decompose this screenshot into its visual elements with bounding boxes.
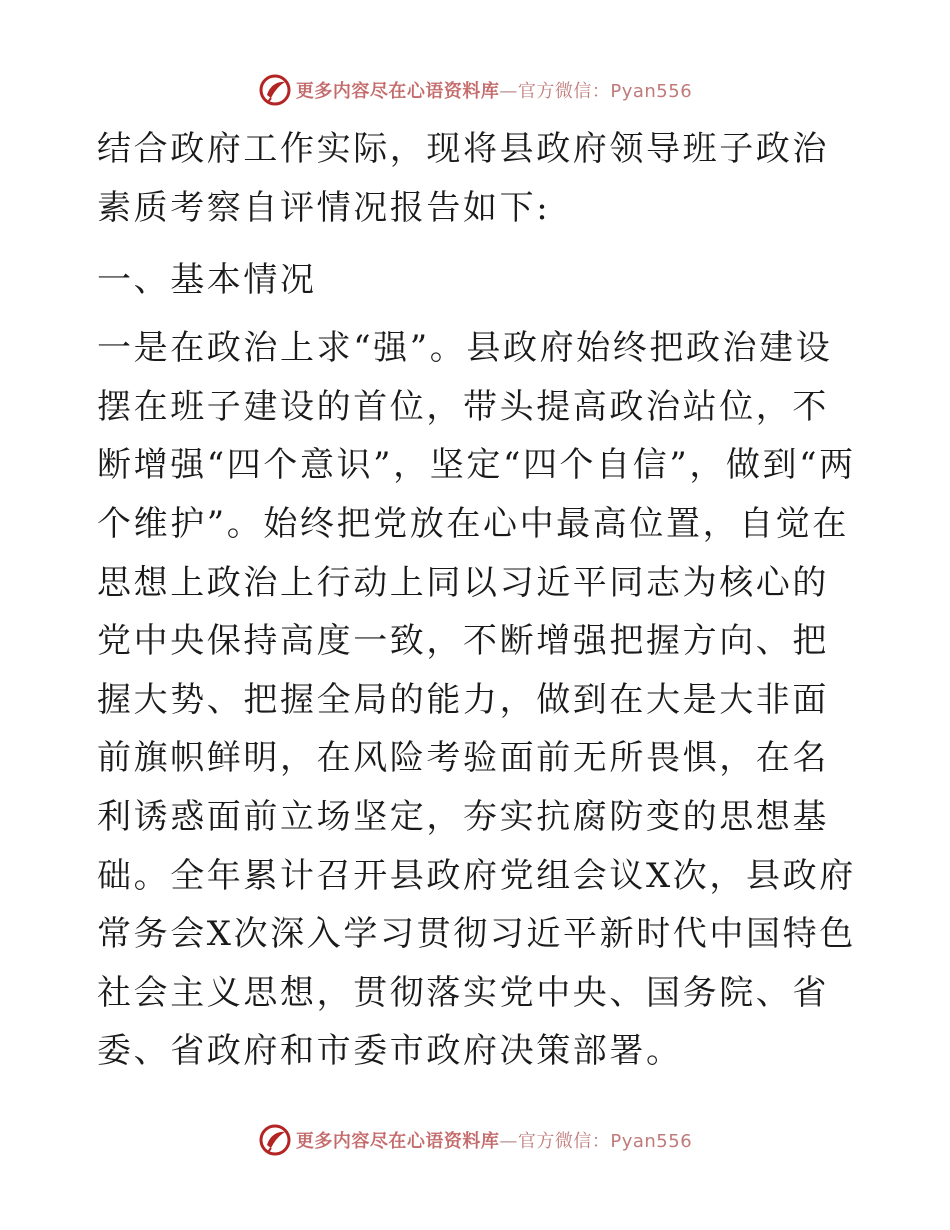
body-paragraph: 一是在政治上求“强”。县政府始终把政治建设摆在班子建设的首位，带头提高政治站位，不断增强“四个意识”，坚定“四个自信”，做到“两个维护”。始终把党放在心中最高位置，自觉在思想上政治上行动上同以习近平同志为核心的党中央保持高度一致，不断增强把握方向、把握大势、把握全局的能力，做到在大是大非面前旗帜鲜明，在风险考验面前无所畏惧，在名利诱惑面前立场坚定，夯实抗腐防变的思想基础。全年累计召开县政府党组会议X次，县政府常务会X次深入学习贯彻习近平新时代中国特色社会主义思想，贯彻落实党中央、国务院、省委、省政府和市委市政府决策部署。	[97, 328, 856, 1072]
footer-banner-main: 更多内容尽在心语资料库	[295, 1131, 500, 1152]
footer-banner-separator: —	[499, 1131, 518, 1152]
header-banner-separator: —	[499, 81, 518, 102]
section-heading: 一、基本情况	[97, 260, 317, 301]
footer-banner-sub: 官方微信：Pyan556	[517, 1131, 693, 1152]
header-banner	[0, 70, 950, 110]
footer-banner-text	[296, 1127, 692, 1153]
intro-paragraph: 结合政府工作实际，现将县政府领导班子政治素质考察自评情况报告如下:	[97, 129, 829, 228]
document-body	[97, 120, 857, 1081]
logo-icon	[258, 1123, 292, 1157]
header-banner-main: 更多内容尽在心语资料库	[295, 81, 500, 102]
header-banner-text	[296, 77, 692, 103]
logo-icon	[258, 73, 292, 107]
footer-banner	[0, 1120, 950, 1160]
header-banner-sub: 官方微信：Pyan556	[517, 81, 693, 102]
